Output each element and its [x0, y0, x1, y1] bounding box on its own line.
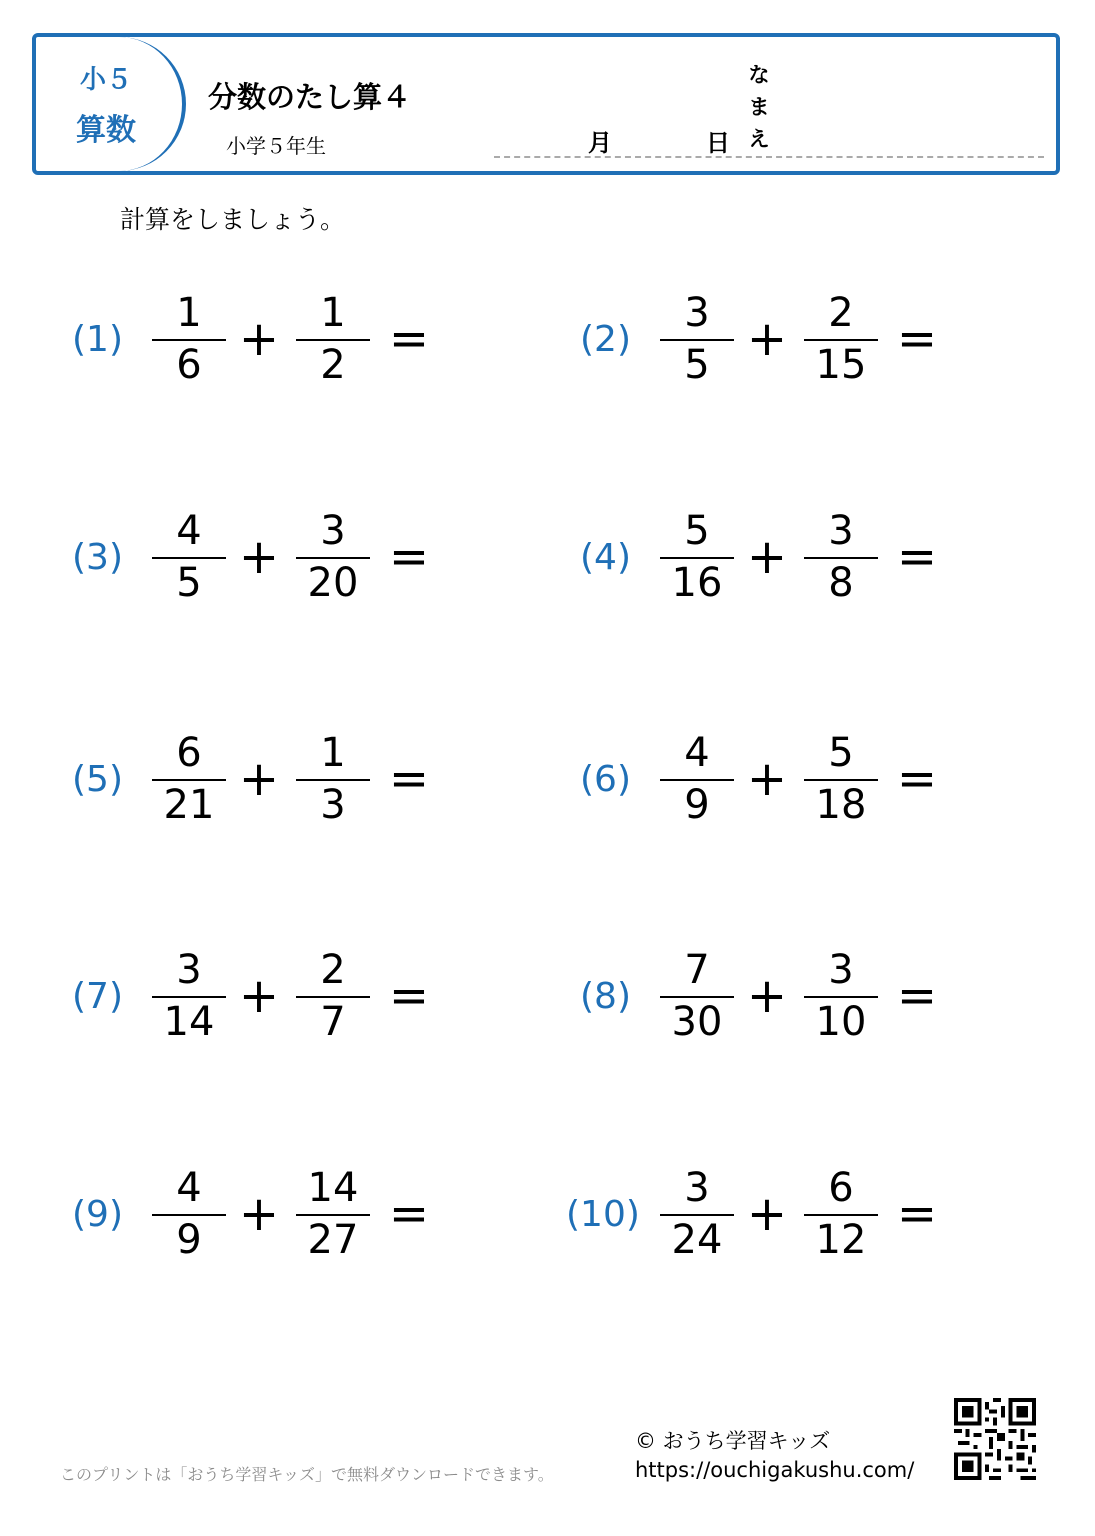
problem-item [72, 1160, 492, 1270]
worksheet-subtitle: 小学５年生 [226, 134, 326, 158]
problem-item [72, 725, 492, 835]
denominator: 16 [671, 560, 723, 606]
problem-number: (5) [72, 759, 123, 800]
equals-sign: = [388, 1186, 430, 1242]
denominator: 9 [176, 1217, 202, 1263]
plus-sign: + [746, 968, 788, 1024]
numerator: 3 [828, 947, 854, 993]
fraction-a [152, 725, 226, 835]
numerator: 4 [176, 1165, 202, 1211]
fraction-a [660, 1160, 734, 1270]
grade-badge [36, 37, 186, 171]
problem-number: (7) [72, 976, 123, 1017]
fraction-a [660, 503, 734, 613]
fraction-a [660, 285, 734, 395]
denominator: 2 [320, 342, 346, 388]
problem-number: (2) [580, 319, 631, 360]
problem-item [566, 1160, 1000, 1270]
denominator: 3 [320, 782, 346, 828]
numerator: 5 [684, 508, 710, 554]
instruction-text: 計算をしましょう。 [120, 205, 346, 234]
denominator: 15 [815, 342, 867, 388]
numerator: 3 [828, 508, 854, 554]
problem-number: (8) [580, 976, 631, 1017]
denominator: 14 [163, 999, 215, 1045]
site-url: https://ouchigakushu.com/ [635, 1458, 915, 1482]
numerator: 3 [176, 947, 202, 993]
numerator: 7 [684, 947, 710, 993]
fraction-b [296, 942, 370, 1052]
fraction-b [296, 503, 370, 613]
problem-number: (1) [72, 319, 123, 360]
numerator: 6 [176, 730, 202, 776]
denominator: 12 [815, 1217, 867, 1263]
copyright: © おうち学習キッズ [635, 1429, 831, 1453]
fraction-a [660, 942, 734, 1052]
denominator: 27 [307, 1217, 359, 1263]
denominator: 30 [671, 999, 723, 1045]
plus-sign: + [238, 751, 280, 807]
equals-sign: = [896, 311, 938, 367]
day-label: 日 [706, 129, 730, 157]
worksheet-title: 分数のたし算４ [208, 80, 412, 114]
numerator: 2 [320, 947, 346, 993]
fraction-b [804, 942, 878, 1052]
plus-sign: + [238, 311, 280, 367]
numerator: 2 [828, 290, 854, 336]
equals-sign: = [896, 751, 938, 807]
problem-item [72, 942, 492, 1052]
denominator: 21 [163, 782, 215, 828]
equals-sign: = [388, 968, 430, 1024]
plus-sign: + [238, 968, 280, 1024]
problem-item [580, 285, 1000, 395]
fraction-a [152, 503, 226, 613]
denominator: 18 [815, 782, 867, 828]
name-char: な [748, 63, 770, 87]
problem-number: (10) [566, 1194, 640, 1235]
fraction-b [804, 725, 878, 835]
numerator: 3 [320, 508, 346, 554]
equals-sign: = [388, 751, 430, 807]
fraction-b [804, 503, 878, 613]
equals-sign: = [896, 1186, 938, 1242]
plus-sign: + [746, 311, 788, 367]
fraction-b [296, 1160, 370, 1270]
problem-number: (3) [72, 537, 123, 578]
fraction-b [804, 285, 878, 395]
denominator: 5 [176, 560, 202, 606]
plus-sign: + [746, 751, 788, 807]
plus-sign: + [746, 1186, 788, 1242]
problem-number: (6) [580, 759, 631, 800]
equals-sign: = [896, 968, 938, 1024]
numerator: 5 [828, 730, 854, 776]
worksheet-header [32, 33, 1060, 175]
month-label: 月 [588, 129, 612, 157]
fraction-a [660, 725, 734, 835]
equals-sign: = [896, 529, 938, 585]
name-write-line [494, 156, 1044, 158]
name-char: ま [748, 95, 770, 119]
equals-sign: = [388, 311, 430, 367]
denominator: 20 [307, 560, 359, 606]
fraction-b [296, 725, 370, 835]
plus-sign: + [238, 1186, 280, 1242]
numerator: 3 [684, 1165, 710, 1211]
problem-number: (4) [580, 537, 631, 578]
numerator: 4 [176, 508, 202, 554]
equals-sign: = [388, 529, 430, 585]
denominator: 24 [671, 1217, 723, 1263]
plus-sign: + [238, 529, 280, 585]
grade-level: 小５ [79, 65, 132, 95]
name-char: え [748, 127, 770, 151]
problem-item [72, 285, 492, 395]
denominator: 9 [684, 782, 710, 828]
numerator: 14 [307, 1165, 359, 1211]
denominator: 6 [176, 342, 202, 388]
numerator: 1 [320, 730, 346, 776]
fraction-b [296, 285, 370, 395]
denominator: 10 [815, 999, 867, 1045]
fraction-b [804, 1160, 878, 1270]
denominator: 8 [828, 560, 854, 606]
problem-item [72, 503, 492, 613]
numerator: 1 [176, 290, 202, 336]
numerator: 3 [684, 290, 710, 336]
fraction-a [152, 1160, 226, 1270]
denominator: 7 [320, 999, 346, 1045]
numerator: 4 [684, 730, 710, 776]
fraction-a [152, 942, 226, 1052]
footer-note: このプリントは「おうち学習キッズ」で無料ダウンロードできます。 [60, 1465, 554, 1484]
qr-code-icon [954, 1398, 1036, 1480]
subject-label: 算数 [76, 113, 136, 148]
plus-sign: + [746, 529, 788, 585]
problem-item [580, 942, 1000, 1052]
denominator: 5 [684, 342, 710, 388]
fraction-a [152, 285, 226, 395]
problem-number: (9) [72, 1194, 123, 1235]
problem-item [580, 725, 1000, 835]
numerator: 6 [828, 1165, 854, 1211]
problem-item [580, 503, 1000, 613]
name-label [744, 59, 774, 155]
numerator: 1 [320, 290, 346, 336]
